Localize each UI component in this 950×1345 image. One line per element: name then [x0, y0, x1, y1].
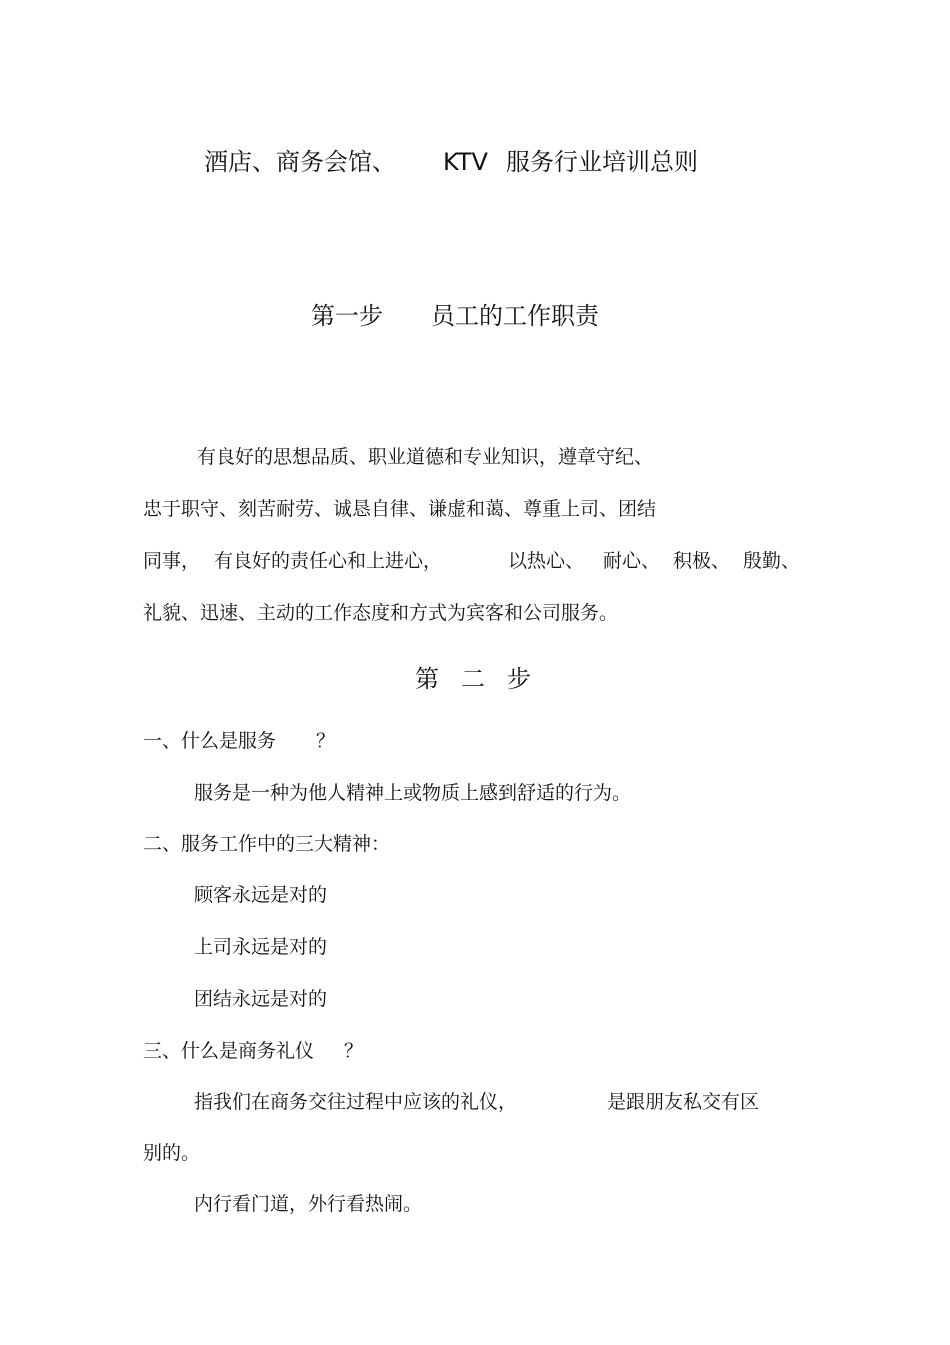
- q1-question-mark: ？: [316, 730, 336, 752]
- step1-paragraph-line3-b: 有良好的责任心和上进心，: [214, 550, 443, 572]
- step1-paragraph-line3-a: 同事，: [143, 550, 201, 572]
- q1-answer: 服务是一种为他人精神上或物质上感到舒适的行为。: [194, 782, 632, 804]
- step1-paragraph-line2: 忠于职守、刻苦耐劳、诚恳自律、谦虚和蔼、尊重上司、团结: [143, 498, 657, 520]
- step1-heading: 员工的工作职责: [431, 302, 599, 330]
- step1-paragraph-line4: 礼貌、迅速、主动的工作态度和方式为宾客和公司服务。: [143, 602, 619, 624]
- step1-paragraph-line1: 有良好的思想品质、职业道德和专业知识，遵章守纪、: [197, 446, 654, 468]
- step2-heading: 第二步: [415, 665, 553, 693]
- spirit-item-3: 团结永远是对的: [194, 988, 328, 1010]
- title-part2: KTV: [443, 148, 488, 176]
- spirit-item-2: 上司永远是对的: [194, 936, 328, 958]
- title-part3: 服务行业培训总则: [506, 148, 698, 176]
- q3-answer-part2: 是跟朋友私交有区: [607, 1091, 760, 1113]
- q2-label: 二、服务工作中的三大精神：: [143, 833, 391, 855]
- saying: 内行看门道，外行看热闹。: [194, 1193, 423, 1215]
- q3-label: 三、什么是商务礼仪: [143, 1040, 315, 1062]
- q1-label: 一、什么是服务: [143, 730, 277, 752]
- title-part1: 酒店、商务会馆、: [204, 148, 396, 176]
- q3-answer-part1: 指我们在商务交往过程中应该的礼仪，: [194, 1091, 518, 1113]
- step1-paragraph-line3-f: 殷勤、: [743, 550, 801, 572]
- step1-paragraph-line3-e: 积极、: [673, 550, 731, 572]
- spirit-item-1: 顾客永远是对的: [194, 884, 328, 906]
- step1-paragraph-line3-d: 耐心、: [603, 550, 661, 572]
- step1-paragraph-line3-c: 以热心、: [508, 550, 585, 572]
- q3-question-mark: ？: [344, 1040, 364, 1062]
- step1-label: 第一步: [311, 302, 383, 330]
- q3-answer-part3: 别的。: [143, 1142, 201, 1164]
